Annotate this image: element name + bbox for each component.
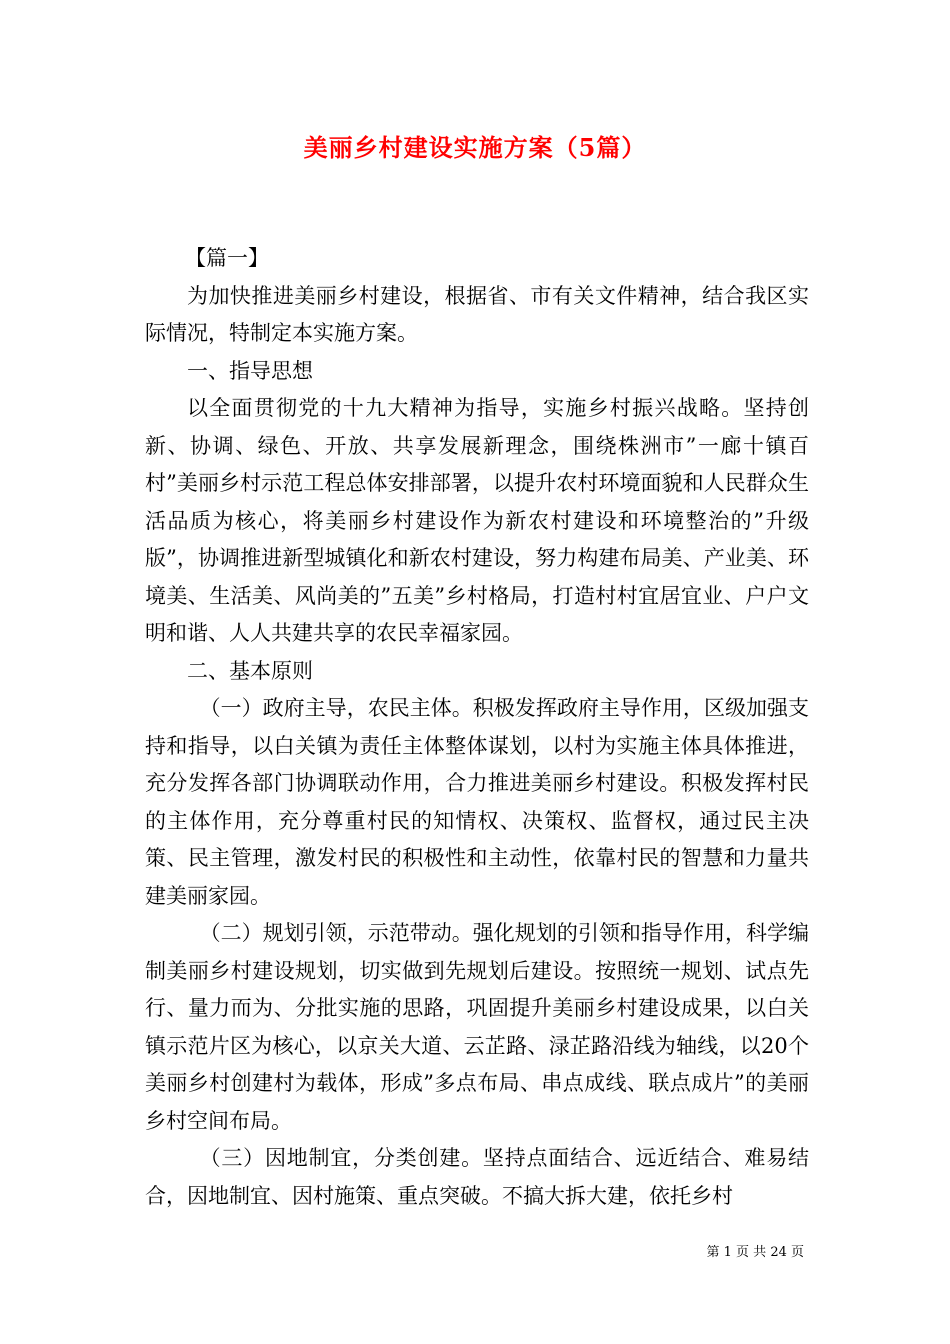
page-number: 第 1 页 共 24 页 <box>706 1245 804 1260</box>
section-heading-basic-principles: 二、基本原则 <box>187 658 313 683</box>
section-heading-guiding-ideology: 一、指导思想 <box>187 358 313 383</box>
paragraph-guiding-ideology: 以全面贯彻党的十九大精神为指导，实施乡村振兴战略。坚持创新、协调、绿色、开放、共享发展新理念，围绕株洲市”一廊十镇百村”美丽乡村示范工程总体安排部署，以提升农村环境面貌和人民群众生活品质为核心，将美丽乡村建设作为新农村建设和环境整治的”升级版”，协调推进新型城镇化和新农村建设，努力构建布局美、产业美、环境美、生活美、风尚美的”五美”乡村格局，打造村村宜居宜业、户户文明和谐、人人共建共享的农民幸福家园。 <box>145 396 809 645</box>
paragraph-principle-2: （二）规划引领，示范带动。强化规划的引领和指导作用，科学编制美丽乡村建设规划，切实做到先规划后建设。按照统一规划、试点先行、量力而为、分批实施的思路，巩固提升美丽乡村建设成果，以白关镇示范片区为核心，以京关大道、云芷路、渌芷路沿线为轴线，以20个美丽乡村创建村为载体，形成”多点布局、串点成线、联点成片”的美丽乡村空间布局。 <box>145 921 809 1133</box>
paragraph-intro: 为加快推进美丽乡村建设，根据省、市有关文件精神，结合我区实际情况，特制定本实施方案。 <box>145 283 809 345</box>
paragraph-principle-3: （三）因地制宜，分类创建。坚持点面结合、远近结合、难易结合，因地制宜、因村施策、重点突破。不搞大拆大建，依托乡村 <box>145 1146 809 1208</box>
section-marker: 【篇一】 <box>185 246 269 270</box>
document-title: 美丽乡村建设实施方案（5篇） <box>303 133 647 162</box>
document-body <box>145 240 809 1215</box>
paragraph-principle-1: （一）政府主导，农民主体。积极发挥政府主导作用，区级加强支持和指导，以白关镇为责任主体整体谋划，以村为实施主体具体推进，充分发挥各部门协调联动作用，合力推进美丽乡村建设。积极发挥村民的主体作用，充分尊重村民的知情权、决策权、监督权，通过民主决策、民主管理，激发村民的积极性和主动性，依靠村民的智慧和力量共建美丽家园。 <box>145 696 809 908</box>
